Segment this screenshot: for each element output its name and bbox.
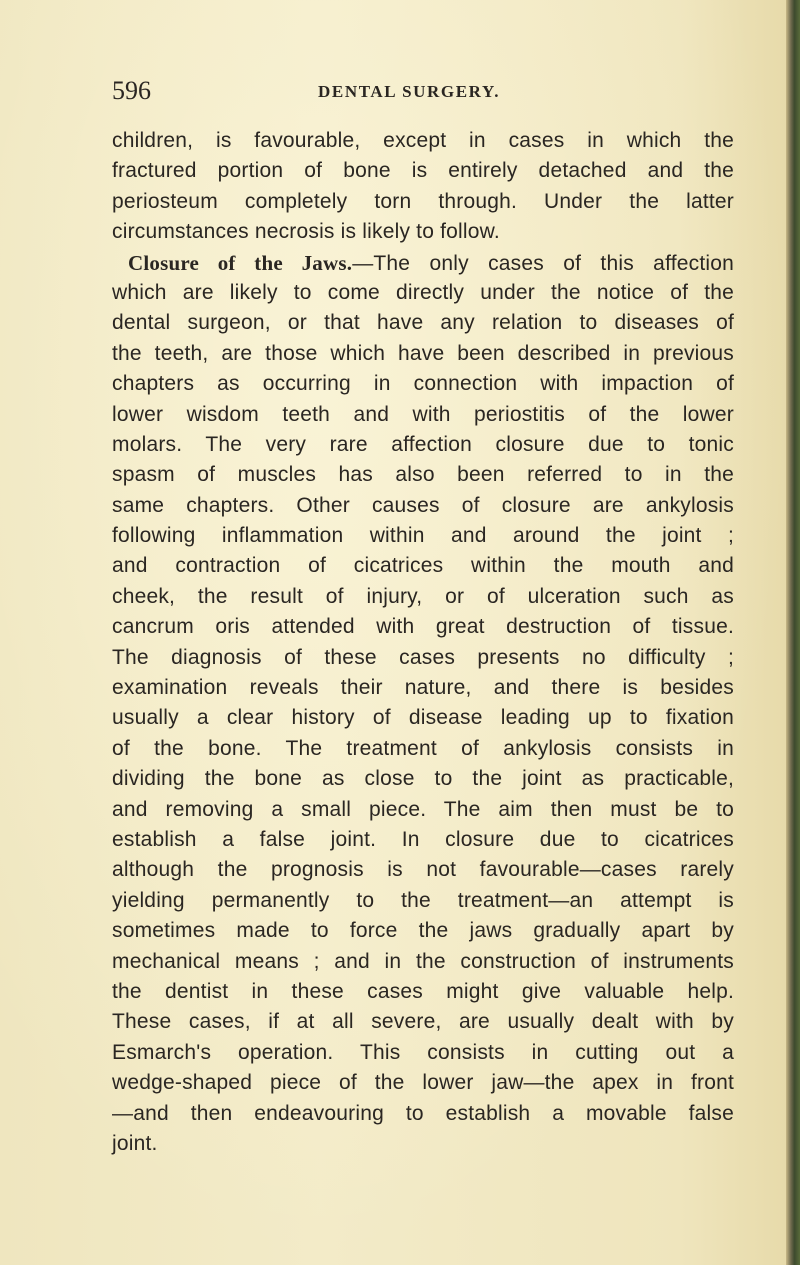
body-text — [112, 126, 734, 1159]
text-line: children, is favourable, except in cases in which the — [112, 129, 734, 152]
text-line: the dentist in these cases might give valuable help. — [112, 979, 734, 1003]
text-line: establish a false joint. In closure due to cicatrices — [112, 827, 734, 851]
text-line: of the bone. The treatment of ankylosis consists in — [112, 736, 734, 760]
book-binding-edge — [786, 0, 800, 1265]
text-line: Esmarch's operation. This consists in cutting out a — [112, 1040, 734, 1064]
page-header — [112, 76, 732, 110]
text-line: spasm of muscles has also been referred to in the — [112, 463, 734, 487]
text-line: following inflammation within and around the joint ; — [112, 524, 734, 548]
text-line: examination reveals their nature, and there is besides — [112, 676, 734, 700]
text-line: periosteum completely torn through. Under the latter — [112, 189, 734, 213]
section-first-line — [112, 248, 734, 278]
text-line: mechanical means ; and in the construction of instruments — [112, 949, 734, 973]
text-line: joint. — [112, 1131, 158, 1155]
text-line: wedge-shaped piece of the lower jaw—the apex in front — [112, 1071, 734, 1095]
section-heading: Closure of the Jaws. — [128, 250, 353, 275]
text-line: and removing a small piece. The aim then must be to — [112, 797, 734, 821]
text-line: dividing the bone as close to the joint as practicable, — [112, 767, 734, 791]
text-line: same chapters. Other causes of closure are ankylosis — [112, 493, 734, 517]
text-line: and contraction of cicatrices within the mouth and — [112, 554, 734, 578]
text-line: although the prognosis is not favourable—cases rarely — [112, 858, 734, 882]
text-line: which are likely to come directly under the notice of the — [112, 280, 734, 304]
text-line: the teeth, are those which have been described in previous — [112, 341, 734, 365]
text-line: lower wisdom teeth and with periostitis of the lower — [112, 402, 734, 426]
text-line: molars. The very rare affection closure due to tonic — [112, 432, 734, 456]
text-line: These cases, if at all severe, are usually dealt with by — [112, 1010, 734, 1034]
page-number: 596 — [112, 76, 151, 105]
text-line: —and then endeavouring to establish a movable false — [112, 1101, 734, 1125]
text-line: sometimes made to force the jaws gradually apart by — [112, 919, 734, 943]
text-line: usually a clear history of disease leading up to fixation — [112, 706, 734, 730]
text-line: cancrum oris attended with great destruction of tissue. — [112, 615, 734, 639]
text-line: cheek, the result of injury, or of ulceration such as — [112, 584, 734, 608]
section-first-line-text: —The only cases of this affection — [352, 251, 734, 275]
running-head: DENTAL SURGERY. — [318, 82, 501, 101]
text-line: yielding permanently to the treatment—an attempt is — [112, 888, 734, 912]
text-line: The diagnosis of these cases presents no difficulty ; — [112, 645, 734, 669]
text-line: circumstances necrosis is likely to follow. — [112, 220, 500, 244]
text-line: chapters as occurring in connection with impaction of — [112, 372, 734, 396]
text-line: fractured portion of bone is entirely detached and the — [112, 159, 734, 183]
text-line: dental surgeon, or that have any relation to diseases of — [112, 311, 734, 335]
